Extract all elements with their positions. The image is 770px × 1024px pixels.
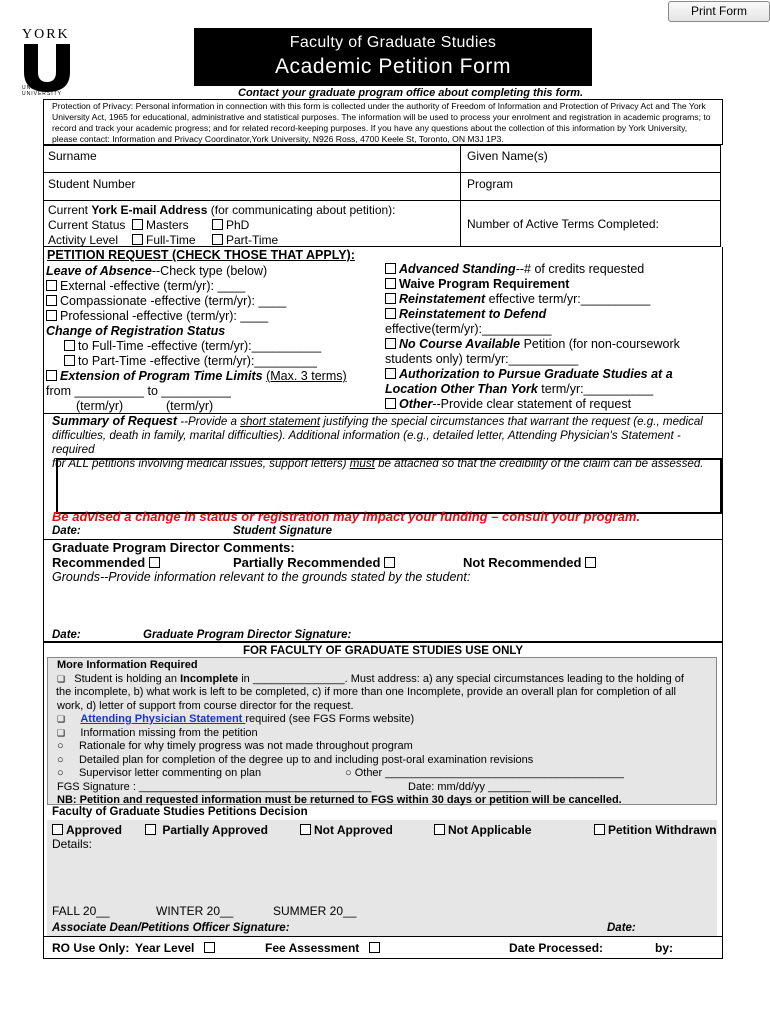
date-processed-label: Date Processed: [509,941,604,955]
masters-checkbox[interactable] [132,219,143,230]
email-label: Current York E-mail Address (for communicating about petition): [48,203,396,217]
compassionate-checkbox[interactable] [46,295,57,306]
circle-bullet-icon: ○ [57,767,64,779]
part-time-checkbox[interactable] [212,234,223,245]
waive-requirement-checkbox[interactable] [385,278,396,289]
given-name-label: Given Name(s) [467,149,548,163]
given-name-field[interactable] [460,145,721,173]
phd-checkbox[interactable] [212,219,223,230]
to-full-time-checkbox[interactable] [64,340,75,351]
masters-option[interactable]: Masters [132,218,189,232]
approved-option[interactable]: Approved [52,823,122,837]
extension-from-to: from __________ to __________ [46,384,231,398]
faculty-name: Faculty of Graduate Studies [289,34,497,51]
other-option[interactable]: Other--Provide clear statement of request [385,397,680,412]
to-full-time-option[interactable]: to Full-Time -effective (term/yr):__________ [46,339,347,354]
no-course-option[interactable]: No Course Available Petition (for non-coursework [385,337,680,352]
york-logo [22,27,76,102]
details-label: Details: [52,837,93,851]
fee-assessment-option[interactable]: Fee Assessment [265,941,383,955]
summary-textarea[interactable] [56,458,722,514]
more-info-list: More Information Required ❑ Student is holding an Incomplete in _______________. Must address: a) any special circumstances leading to the holding of the incomplete, b) what work is left to be completed, c) if more than one Incomplete, provide an overall plan for completion of all work, d) letter of support from course director for the request. ❑ Attending Physician Statement required (see FGS Forms website) ❑ Information missing from the petition ○ Rationale for why timely progress was not made throughout program ○ Detailed plan for completion of the degree up to and including post-oral examination revisions ○ Supervisor letter commenting on plan ○ Other _______________________________________ FGS Signature : ______________________________________ Date: mm/dd/yy _______ NB: Petition and requested information must be returned to FGS within 30 days or petition will be cancelled. [57,659,717,808]
decision-heading: Faculty of Graduate Studies Petitions Decision [52,806,308,818]
approved-checkbox[interactable] [52,824,63,835]
decision-panel [47,820,717,937]
activity-level-label: Activity Level [48,233,119,247]
reinstatement-defend-option[interactable]: Reinstatement to Defend [385,307,680,322]
not-approved-option[interactable]: Not Approved [300,823,393,837]
current-status-label: Current Status [48,218,126,232]
not-applicable-option[interactable]: Not Applicable [434,823,532,837]
petition-withdrawn-checkbox[interactable] [594,824,605,835]
fgs-signature: FGS Signature : ______________________________________ [57,780,372,793]
logo-york-text: YORK [22,27,70,42]
partially-approved-checkbox[interactable] [145,824,156,835]
checkbox-square-icon: ❑ [57,727,66,738]
compassionate-option[interactable]: Compassionate -effective (term/yr): ____ [46,294,347,309]
year-level-option[interactable]: Year Level [135,941,218,955]
detailed-plan-item[interactable]: ○ Detailed plan for completion of the degree up to and including post-oral examination revisions [57,753,534,766]
student-number-label: Student Number [48,177,136,191]
active-terms-field[interactable] [460,200,721,247]
program-label: Program [467,177,514,191]
external-checkbox[interactable] [46,280,57,291]
authorization-option[interactable]: Authorization to Pursue Graduate Studies at a [385,367,680,382]
assoc-dean-signature-label: Associate Dean/Petitions Officer Signature: [52,922,290,934]
supervisor-letter-item[interactable]: ○ Supervisor letter commenting on plan [57,767,262,779]
other-checkbox[interactable] [385,398,396,409]
print-form-button[interactable]: Print Form [668,1,770,22]
director-signature-label: Graduate Program Director Signature: [143,629,352,641]
waive-requirement-option[interactable]: Waive Program Requirement [385,277,680,292]
petition-left-column: Leave of Absence--Check type (below) External -effective (term/yr): ____ Compassionate -effective (term/yr): ____ Professional -effective (term/yr): ____ Change of Registration Status to Full-Time -effective (term/yr):__________ to Part-Time -effective (term/yr):_________ Extension of Program Time Limits (Max. 3 terms) from __________ to __________ (term/yr) (term/yr) [46,264,347,413]
external-option[interactable]: External -effective (term/yr): ____ [46,279,347,294]
reinstatement-option[interactable]: Reinstatement effective term/yr:__________ [385,292,680,307]
checkbox-square-icon: ❑ [57,673,66,684]
fgs-heading: FOR FACULTY OF GRADUATE STUDIES USE ONLY [242,645,524,657]
professional-checkbox[interactable] [46,310,57,321]
logo-universite: UNIVERSITÉ [22,85,63,91]
summer-term: SUMMER 20__ [273,904,357,918]
part-time-option[interactable]: Part-Time [212,233,278,247]
recommended-option[interactable]: Recommended [52,555,163,570]
assoc-dean-date-label: Date: [607,922,636,934]
to-part-time-option[interactable]: to Part-Time -effective (term/yr):_________ [46,354,347,369]
reinstatement-checkbox[interactable] [385,293,396,304]
aps-link[interactable]: Attending Physician Statement [80,713,246,725]
logo-university: UNIVERSITY [22,91,63,97]
director-heading: Graduate Program Director Comments: [52,540,295,555]
full-time-option[interactable]: Full-Time [132,233,196,247]
petition-withdrawn-option[interactable]: Petition Withdrawn [594,823,717,837]
student-signature-label: Student Signature [233,525,333,537]
change-registration-label: Change of Registration Status [46,324,226,338]
winter-term: WINTER 20__ [156,904,234,918]
reinstatement-defend-checkbox[interactable] [385,308,396,319]
partially-approved-option[interactable]: Partially Approved [145,823,268,837]
grounds-label: Grounds--Provide information relevant to the grounds stated by the student: [52,570,471,584]
director-date-label: Date: [52,629,81,641]
to-part-time-checkbox[interactable] [64,355,75,366]
privacy-notice: Protection of Privacy: Personal information in connection with this form is collected under the authority of Freedom of Information and Protection of Privacy Act and The York University Act, 1965 for educational, administrative and statistical purposes. The information will be used to process your enrolment and registration in academic programs; to record and track your academic progress; and for related record-keeping purposes. If you have any questions about the collection of this information by York University, please contact: Information and Privacy Coordinator,York University, N926 Ross, 4700 Keele St, Toronto, ON M3J 1P3. [43,99,723,145]
no-course-checkbox[interactable] [385,338,396,349]
authorization-checkbox[interactable] [385,368,396,379]
rationale-item[interactable]: ○ Rationale for why timely progress was not made throughout program [57,740,413,752]
summary-instructions: Summary of Request --Provide a short statement justifying the special circumstances that warrant the request (e.g., medical difficulties, death in family, marital difficulties). Additional information (e.g., detailed letter, Attending Physician's Statement -required for ALL petitions involving medical issues, support letters) must be attached so that the credibility of the claim can be assessed. [52,414,704,470]
student-number-field[interactable] [43,172,461,201]
ro-use-label: RO Use Only: [52,941,130,955]
circle-bullet-icon: ○ [57,753,64,766]
petition-right-column: Advanced Standing--# of credits requested Waive Program Requirement Reinstatement effective term/yr:__________ Reinstatement to Defend effective(term/yr):__________ No Course Available Petition (for non-coursework students only) term/yr:__________ Authorization to Pursue Graduate Studies at a Location Other Than York term/yr:__________ Other--Provide clear statement of request [385,262,680,411]
form-title-banner [194,28,592,86]
fall-term: FALL 20__ [52,904,110,918]
recommended-checkbox[interactable] [149,557,160,568]
fee-assessment-checkbox[interactable] [369,942,380,953]
surname-field[interactable] [43,145,461,173]
petition-heading: PETITION REQUEST (CHECK THOSE THAT APPLY): [47,248,355,262]
funding-warning: Be advised a change in status or registration may impact your funding – consult your program. [52,509,641,524]
professional-option[interactable]: Professional -effective (term/yr): ____ [46,309,347,324]
circle-bullet-icon: ○ [57,740,64,752]
email-status-box [43,200,461,247]
not-approved-checkbox[interactable] [300,824,311,835]
partially-recommended-option[interactable]: Partially Recommended [233,555,398,570]
missing-info-item[interactable]: ❑ Information missing from the petition [57,726,258,739]
program-field[interactable] [460,172,721,201]
nb-note: NB: Petition and requested information must be returned to FGS within 30 days or petition will be cancelled. [57,794,622,806]
other-item[interactable]: ○ Other _______________________________________ [345,767,624,779]
advanced-standing-option[interactable]: Advanced Standing--# of credits requested [385,262,680,277]
extension-option[interactable]: Extension of Program Time Limits (Max. 3 terms) [46,369,347,384]
surname-label: Surname [48,149,97,163]
not-applicable-checkbox[interactable] [434,824,445,835]
leave-of-absence-label: Leave of Absence [46,264,152,278]
not-recommended-option[interactable]: Not Recommended [463,555,599,570]
year-level-checkbox[interactable] [204,942,215,953]
processed-by-label: by: [655,941,673,955]
advanced-standing-checkbox[interactable] [385,263,396,274]
contact-note: Contact your graduate program office about completing this form. [238,87,584,99]
not-recommended-checkbox[interactable] [585,557,596,568]
checkbox-square-icon: ❑ [57,714,66,724]
incomplete-item[interactable]: ❑ Student is holding an Incomplete in _______________. Must address: a) any special circumstances leading to the holding of [57,672,684,685]
phd-option[interactable]: PhD [212,218,249,232]
student-date-label: Date: [52,525,81,537]
full-time-checkbox[interactable] [132,234,143,245]
active-terms-label: Number of Active Terms Completed: [467,217,659,231]
form-title: Academic Petition Form [274,55,512,78]
aps-item[interactable]: ❑ Attending Physician Statement required (see FGS Forms website) [57,713,415,725]
partially-recommended-checkbox[interactable] [384,557,395,568]
fgs-date: Date: mm/dd/yy _______ [408,780,531,793]
extension-checkbox[interactable] [46,370,57,381]
